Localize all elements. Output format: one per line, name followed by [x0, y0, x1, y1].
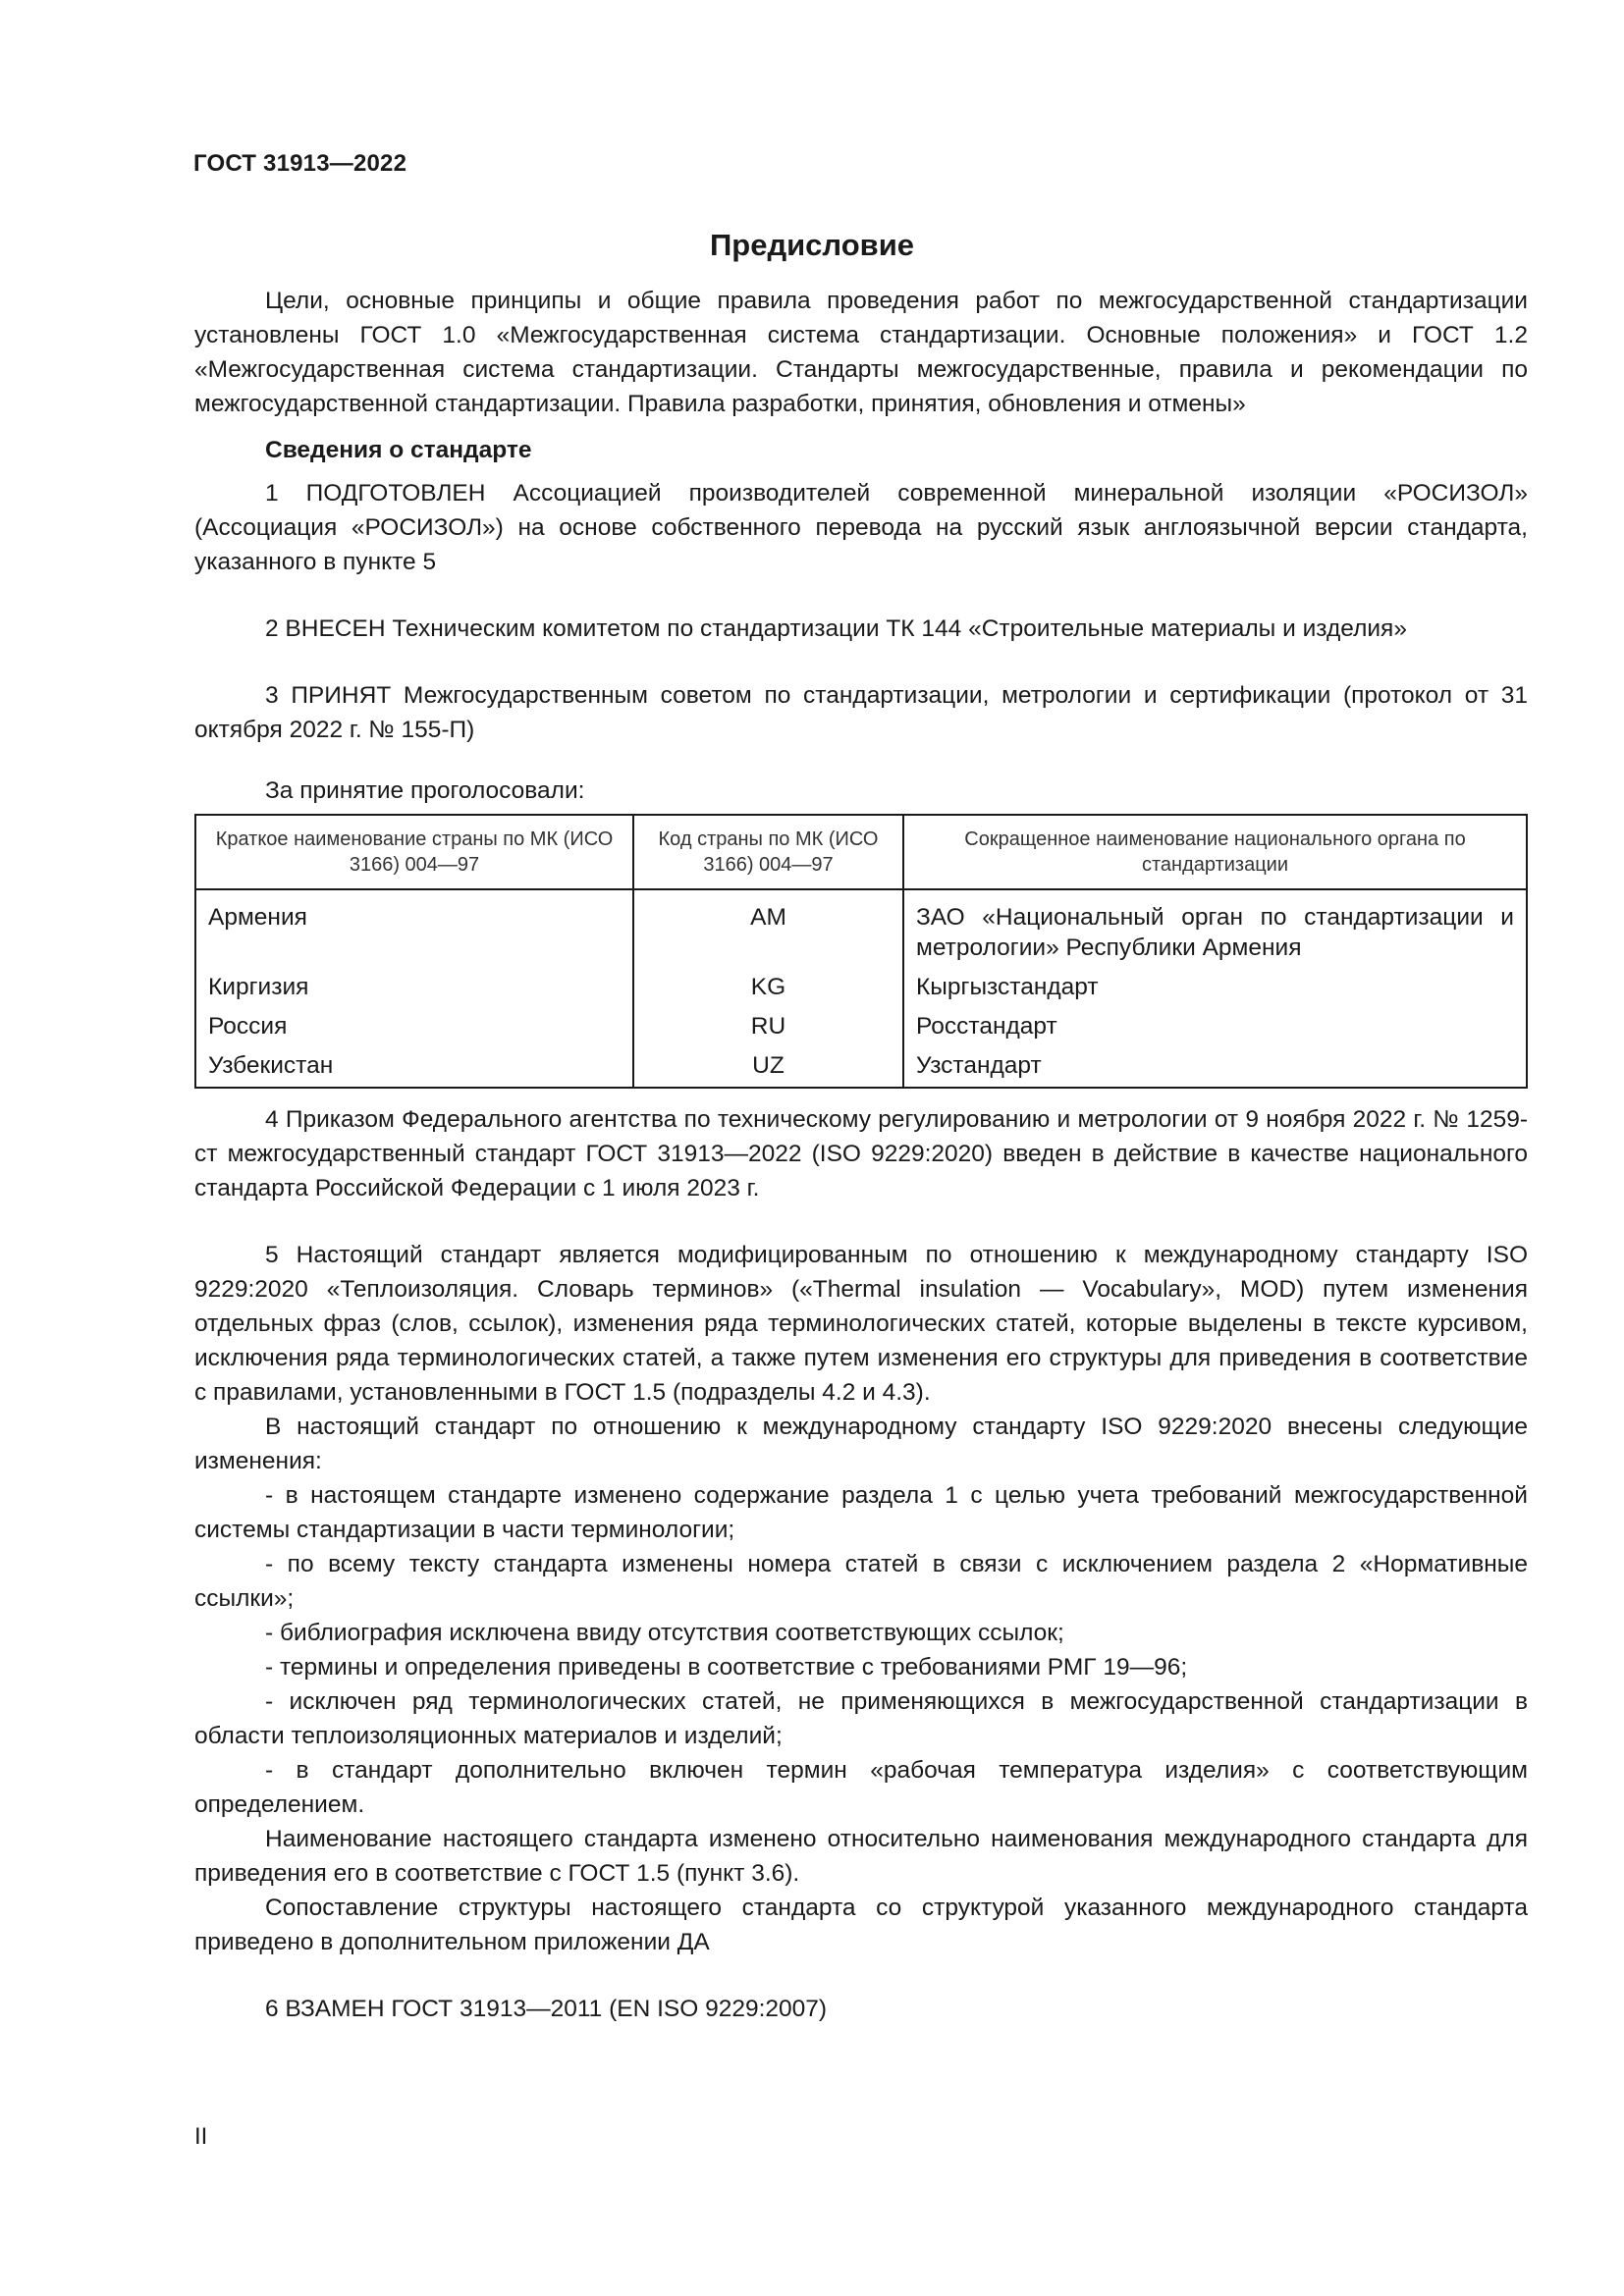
change-list-item: - термины и определения приведены в соответствие с требованиями РМГ 19—96; — [265, 1654, 1188, 1681]
change-list-item: - исключен ряд терминологических статей, не применяющихся в межгосударственной стандартизации в области теплоизоляционных материалов и изделий; — [194, 1688, 1528, 1749]
item-5-title-change-note: Наименование настоящего стандарта изменено относительно наименования международного стандарта для приведения его в соответствие с ГОСТ 1.5 (пункт 3.6). — [194, 1826, 1528, 1887]
votes-intro-text: За принятие проголосовали: — [265, 777, 585, 804]
foreword-body — [194, 284, 1528, 2026]
item-3-paragraph: 3 ПРИНЯТ Межгосударственным советом по стандартизации, метрологии и сертификации (протокол от 31 октября 2022 г. № 155-П) — [194, 682, 1528, 743]
table-row — [195, 966, 1527, 1005]
code-cell: RU — [633, 1005, 903, 1044]
organization-cell: Росстандарт — [916, 1013, 1057, 1040]
table-row — [195, 1005, 1527, 1044]
page-number: II — [194, 2123, 208, 2150]
voting-countries-table — [194, 814, 1528, 1089]
organization-cell: Кыргызстандарт — [916, 974, 1099, 1000]
change-list-item: - в стандарт дополнительно включен термин «рабочая температура изделия» с соответствующим определением. — [194, 1757, 1528, 1818]
item-5-paragraph: 5 Настоящий стандарт является модифицированным по отношению к международному стандарту ISO 9229:2020 «Теплоизоляция. Словарь терминов» («Thermal insulation — Vocabulary», MOD) путем изменения отдельных фраз (слов, ссылок), изменения ряда терминологических статей, которые выделены в тексте курсивом, исключения ряда терминологических статей, а также путем изменения его структуры для приведения в соответствие с правилами, установленными в ГОСТ 1.5 (подразделы 4.2 и 4.3). — [194, 1242, 1528, 1406]
item-2-paragraph: 2 ВНЕСЕН Техническим комитетом по стандартизации ТК 144 «Строительные материалы и изделия» — [265, 615, 1407, 642]
country-cell: Узбекистан — [195, 1044, 633, 1088]
item-6-paragraph: 6 ВЗАМЕН ГОСТ 31913—2011 (EN ISO 9229:2007) — [265, 1996, 828, 2022]
country-cell: Армения — [195, 889, 633, 966]
item-1-paragraph: 1 ПОДГОТОВЛЕН Ассоциацией производителей современной минеральной изоляции «РОСИЗОЛ» (Ассоциация «РОСИЗОЛ») на основе собственного перевода на русский язык англоязычной версии стандарта, указанного в пункте 5 — [194, 480, 1528, 575]
item-5-changes-intro: В настоящий стандарт по отношению к международному стандарту ISO 9229:2020 внесены следующие изменения: — [194, 1414, 1528, 1474]
code-cell: AM — [633, 889, 903, 966]
item-4-paragraph: 4 Приказом Федерального агентства по техническому регулированию и метрологии от 9 ноября 2022 г. № 1259-ст межгосударственный стандарт ГОСТ 31913—2022 (ISO 9229:2020) введен в действие в качестве национального стандарта Российской Федерации с 1 июля 2023 г. — [194, 1106, 1528, 1201]
country-cell: Россия — [195, 1005, 633, 1044]
section-heading: Сведения о стандарте — [265, 437, 532, 463]
column-header-organization: Сокращенное наименование национального органа по стандартизации — [903, 815, 1527, 889]
intro-paragraph: Цели, основные принципы и общие правила проведения работ по межгосударственной стандартизации установлены ГОСТ 1.0 «Межгосударственная система стандартизации. Основные положения» и ГОСТ 1.2 «Межгосударственная система стандартизации. Стандарты межгосударственные, правила и рекомендации по межгосударственной стандартизации. Правила разработки, принятия, обновления и отмены» — [194, 288, 1528, 417]
change-list-item: - библиография исключена ввиду отсутствия соответствующих ссылок; — [265, 1620, 1064, 1646]
table-row — [195, 889, 1527, 966]
change-list-item: - по всему тексту стандарта изменены номера статей в связи с исключением раздела 2 «Нормативные ссылки»; — [194, 1551, 1528, 1612]
column-header-country: Краткое наименование страны по МК (ИСО 3166) 004—97 — [195, 815, 633, 889]
column-header-code: Код страны по МК (ИСО 3166) 004—97 — [633, 815, 903, 889]
table-header-row — [195, 815, 1527, 889]
change-list-item: - в настоящем стандарте изменено содержание раздела 1 с целью учета требований межгосударственной системы стандартизации в части терминологии; — [194, 1482, 1528, 1543]
code-cell: KG — [633, 966, 903, 1005]
organization-cell: Узстандарт — [916, 1052, 1042, 1079]
code-cell: UZ — [633, 1044, 903, 1088]
table-row — [195, 1044, 1527, 1088]
page-title: Предисловие — [709, 228, 914, 262]
country-cell: Киргизия — [195, 966, 633, 1005]
document-code-header: ГОСТ 31913—2022 — [193, 150, 407, 177]
organization-cell: ЗАО «Национальный орган по стандартизации и метрологии» Республики Армения — [916, 904, 1514, 961]
item-5-structure-note: Сопоставление структуры настоящего стандарта со структурой указанного международного стандарта приведено в дополнительном приложении ДА — [194, 1895, 1528, 1955]
